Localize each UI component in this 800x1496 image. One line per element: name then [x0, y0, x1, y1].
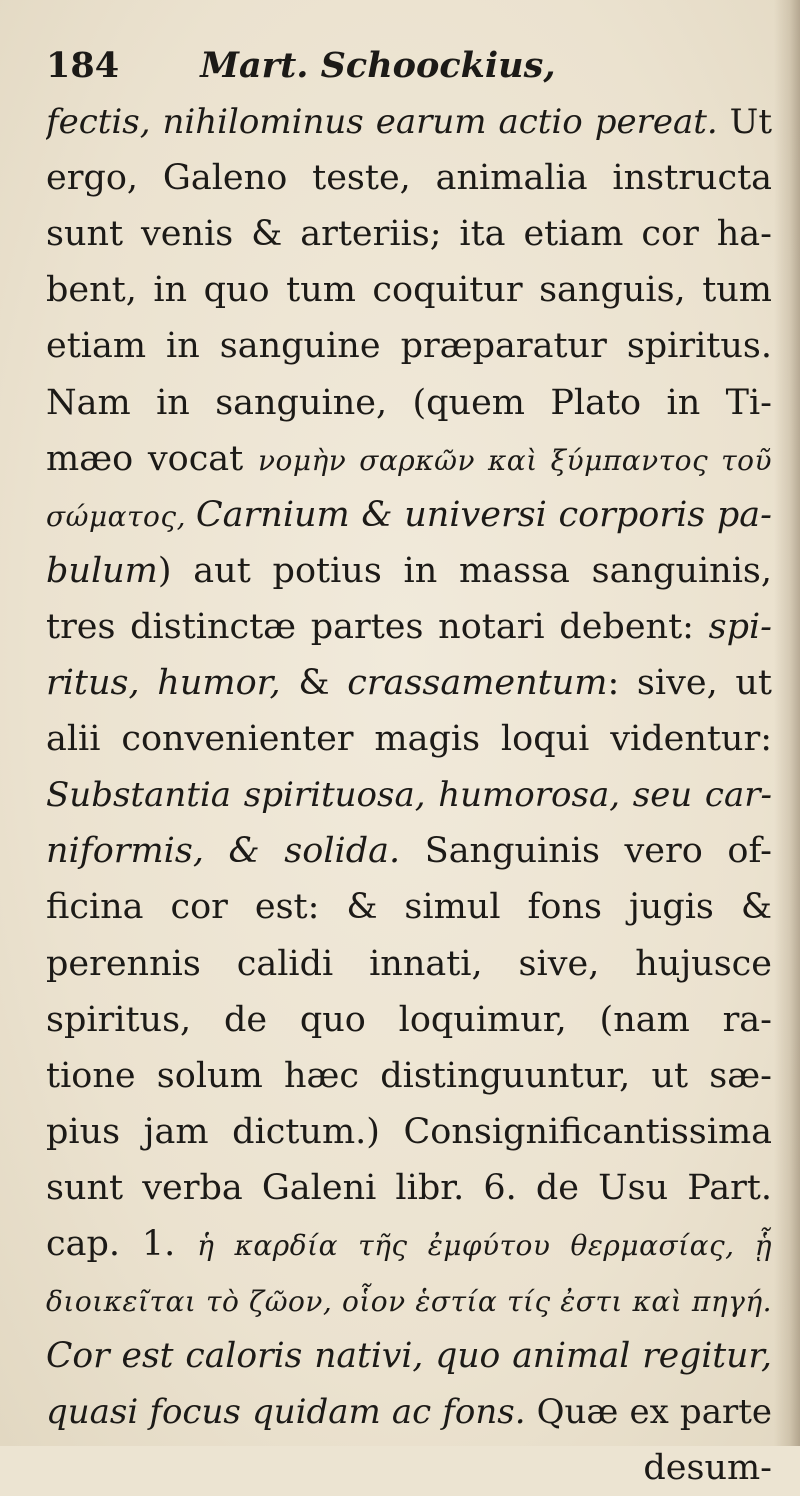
text-line	[46, 206, 772, 262]
text-line	[46, 318, 772, 374]
text-line	[46, 1328, 772, 1384]
greek-text: νομὴν σαρκῶν καὶ ξύμπαντος τοῦ	[257, 443, 772, 477]
roman-text: mæo vocat	[46, 438, 258, 479]
text-line	[46, 543, 772, 599]
roman-text: ficina cor est: & simul fons jugis &	[46, 887, 772, 928]
running-header	[46, 38, 772, 94]
roman-text: Quæ ex parte	[525, 1392, 772, 1433]
italic-text: Cor est caloris nativi, quo animal regitur,	[46, 1336, 772, 1377]
text-line	[46, 1216, 772, 1272]
text-line	[46, 94, 772, 150]
text-line	[46, 431, 772, 487]
greek-text: σώματος,	[46, 499, 196, 533]
italic-text: crassamentum	[347, 663, 608, 704]
italic-text: niformis, & solida.	[46, 831, 401, 872]
text-line	[46, 1384, 772, 1440]
italic-text: ritus, humor,	[46, 663, 281, 704]
text-line	[46, 1440, 772, 1496]
text-line	[46, 767, 772, 823]
text-line	[46, 823, 772, 879]
roman-text: Nam in sanguine, (quem Plato in Ti-	[46, 382, 772, 423]
roman-text: sunt venis & arteriis; ita etiam cor ha-	[46, 214, 772, 255]
roman-text: bent, in quo tum coquitur sanguis, tum	[46, 270, 772, 311]
text-line	[46, 262, 772, 318]
greek-text: ἡ καρδία τῆς ἐμφύτου θερμασίας, ᾗ	[197, 1228, 772, 1262]
roman-text: pius jam dictum.) Consignificantissima	[46, 1111, 772, 1152]
text-line	[46, 711, 772, 767]
roman-text: sunt verba Galeni libr. 6. de Usu Part.	[46, 1167, 772, 1208]
roman-text: &	[280, 663, 348, 704]
text-line	[46, 1048, 772, 1104]
roman-text: ) aut potius in massa sanguinis,	[157, 550, 772, 591]
body-text	[46, 94, 772, 1496]
italic-text: fectis, nihilominus earum actio pereat.	[46, 102, 718, 143]
italic-text: quasi focus quidam ac fons.	[46, 1392, 526, 1433]
text-line	[46, 1104, 772, 1160]
text-line	[46, 150, 772, 206]
roman-text: Sanguinis vero of-	[400, 831, 772, 872]
text-line	[46, 599, 772, 655]
roman-text: spiritus, de quo loquimur, (nam ra-	[46, 999, 772, 1040]
italic-text: Carnium & universi corporis pa-	[195, 494, 772, 535]
text-line	[46, 936, 772, 992]
page-text	[46, 38, 772, 1496]
page-number: 184	[46, 45, 120, 86]
text-line	[46, 1272, 772, 1328]
italic-text: Substantia spirituosa, humorosa, seu car-	[46, 775, 772, 816]
page-gutter-shadow	[774, 0, 800, 1446]
roman-text: etiam in sanguine præparatur spiritus.	[46, 326, 772, 367]
roman-text: ergo, Galeno teste, animalia instructa	[46, 158, 772, 199]
roman-text: perennis calidi innati, sive, hujusce	[46, 943, 772, 984]
text-line	[46, 992, 772, 1048]
italic-text: spi-	[708, 606, 772, 647]
text-line	[46, 1160, 772, 1216]
greek-text: διοικεῖται τὸ ζῶον, οἷον ἑστία τίς ἐστι καὶ πηγή.	[46, 1285, 772, 1319]
roman-text: desum-	[643, 1448, 772, 1489]
text-line	[46, 879, 772, 935]
roman-text: Ut	[717, 102, 772, 143]
roman-text: cap. 1.	[46, 1223, 198, 1264]
italic-text: bulum	[46, 550, 158, 591]
roman-text: : sive, ut	[607, 663, 772, 704]
text-line	[46, 487, 772, 543]
roman-text: tione solum hæc distinguuntur, ut sæ-	[46, 1055, 772, 1096]
text-line	[46, 655, 772, 711]
running-title: Mart. Schoockius,	[200, 45, 556, 86]
roman-text: tres distinctæ partes notari debent:	[46, 606, 709, 647]
roman-text: alii convenienter magis loqui videntur:	[46, 719, 772, 760]
text-line	[46, 375, 772, 431]
